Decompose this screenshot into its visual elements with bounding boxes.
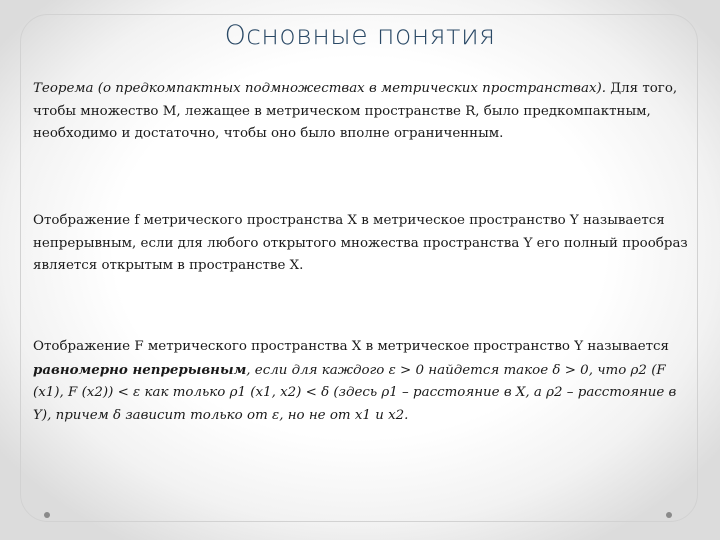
- slide-title: Основные понятия: [224, 20, 496, 51]
- uniform-part1: Отображение F метрического пространства X в метрическое пространство Y называется: [33, 339, 670, 354]
- theorem-paragraph: [33, 78, 693, 146]
- frame-dot-left: [44, 512, 50, 518]
- uniform-term: равномерно непрерывным: [33, 361, 247, 378]
- theorem-lead: Теорема (о предкомпактных подмножествах в метрических пространствах).: [33, 81, 606, 96]
- uniform-continuity-definition: [33, 336, 693, 427]
- theorem-body: Для того, чтобы множество M, лежащее в метрическом пространстве R, было предкомпактным, необходимо и достаточно, чтобы оно было вполне ограниченным.: [33, 81, 678, 141]
- continuous-definition: Отображение f метрического пространства X в метрическое пространство Y называется непрерывным, если для любого открытого множества пространства Y его полный прообраз является открытым в пространстве X.: [33, 213, 688, 273]
- frame-dot-right: [666, 512, 672, 518]
- uniform-part2: , если для каждого ε > 0 найдется такое δ > 0, что ρ2 (F (x1), F (x2)) < ε как только ρ1 (x1, x2) < δ (здесь ρ1 – расстояние в X, а ρ2 – расстояние в Y), причем δ зависит только от ε, но не от x1 и x2.: [33, 362, 677, 423]
